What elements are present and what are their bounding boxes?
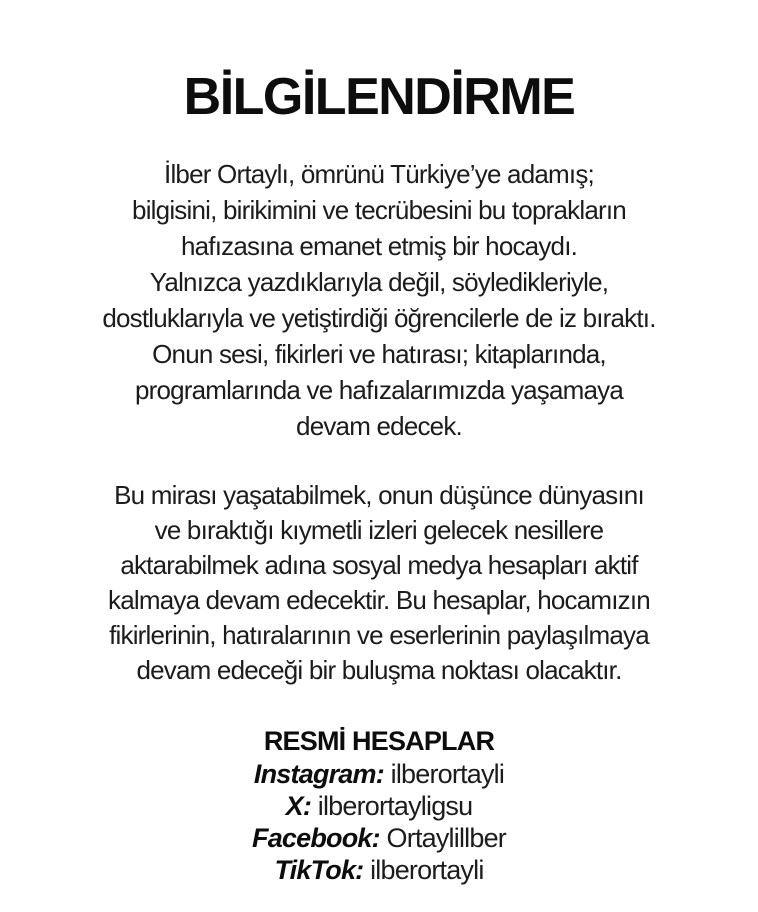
paragraph-line: devam edecek. [296, 411, 462, 441]
x-label: X: [285, 791, 312, 821]
official-accounts-heading: RESMİ HESAPLAR [263, 726, 495, 756]
page-title: BİLGİLENDİRME [183, 68, 575, 126]
instagram-label: Instagram: [253, 759, 384, 789]
account-row-facebook [252, 822, 506, 854]
official-accounts-section [252, 724, 506, 886]
paragraph-line: Bu mirası yaşatabilmek, onun düşünce dünyasını [114, 480, 644, 510]
paragraph-line: kalmaya devam edecektir. Bu hesaplar, hocamızın [108, 585, 650, 615]
facebook-handle: Ortaylillber [386, 823, 506, 853]
account-row-x [252, 790, 506, 822]
paragraph-legacy [108, 478, 650, 688]
paragraph-line: fikirlerinin, hatıralarının ve eserlerinin paylaşılmaya [109, 620, 649, 650]
facebook-label: Facebook: [252, 823, 380, 853]
paragraph-line: aktarabilmek adına sosyal medya hesapları aktif [120, 550, 638, 580]
tiktok-handle: ilberortayli [370, 855, 484, 885]
tiktok-label: TikTok: [274, 855, 364, 885]
paragraph-line: Onun sesi, fikirleri ve hatırası; kitaplarında, [152, 339, 606, 369]
paragraph-line: dostluklarıyla ve yetiştirdiği öğrencilerle de iz bıraktı. [102, 303, 656, 333]
paragraph-memorial [102, 156, 655, 444]
paragraph-line: Yalnızca yazdıklarıyla değil, söyledikleriyle, [149, 267, 609, 297]
paragraph-line: ve bıraktığı kıymetli izleri gelecek nesillere [154, 515, 604, 545]
account-row-tiktok [252, 854, 506, 886]
paragraph-line: bilgisini, birikimini ve tecrübesini bu toprakların [132, 195, 626, 225]
paragraph-line: İlber Ortaylı, ömrünü Türkiye’ye adamış; [164, 159, 594, 189]
paragraph-line: programlarında ve hafızalarımızda yaşamaya [134, 375, 624, 405]
account-row-instagram [252, 758, 506, 790]
paragraph-line: devam edeceği bir buluşma noktası olacaktır. [136, 655, 622, 685]
x-handle: ilberortayligsu [317, 791, 473, 821]
instagram-handle: ilberortayli [390, 759, 505, 789]
paragraph-line: hafızasına emanet etmiş bir hocaydı. [180, 231, 578, 261]
